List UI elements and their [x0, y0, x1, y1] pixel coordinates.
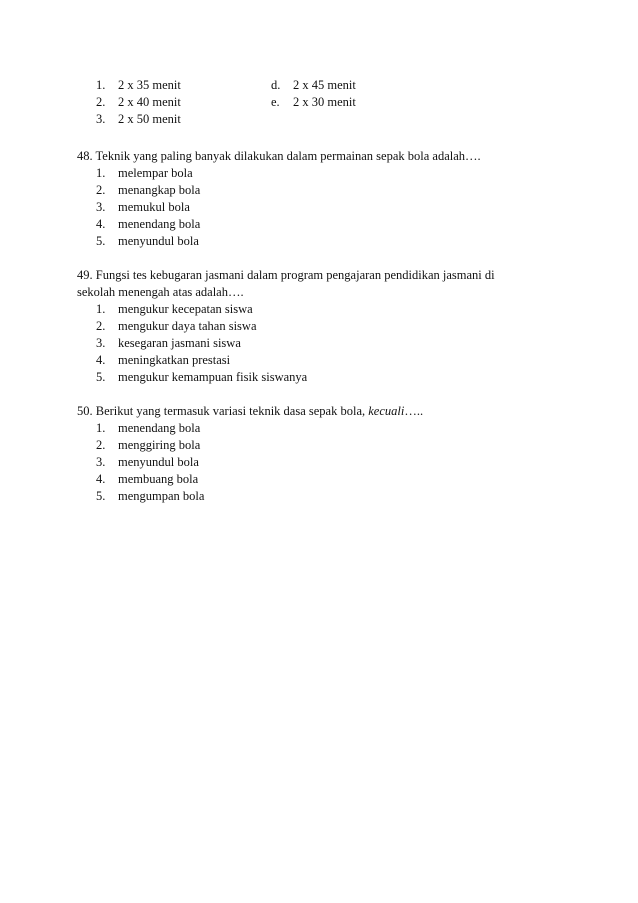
option-text: membuang bola — [118, 472, 199, 486]
option-number: 4. — [96, 472, 106, 486]
option-number: 5. — [96, 489, 106, 503]
option-item — [271, 78, 356, 93]
option-text: menyundul bola — [118, 234, 199, 248]
option-number: 3. — [96, 112, 106, 126]
option-number: 1. — [96, 166, 106, 180]
option-item — [96, 319, 257, 334]
question-text-ellipsis: ….. — [404, 404, 424, 418]
option-number: 2. — [96, 95, 106, 109]
option-item — [96, 421, 200, 436]
option-item — [96, 183, 200, 198]
question-text-line1: Fungsi tes kebugaran jasmani dalam program pengajaran pendidikan jasmani di — [95, 268, 495, 282]
option-item — [96, 489, 204, 504]
option-number: 1. — [96, 421, 106, 435]
option-letter: d. — [271, 78, 281, 92]
option-text: melempar bola — [118, 166, 193, 180]
option-text: 2 x 50 menit — [118, 112, 181, 126]
option-text: mengukur daya tahan siswa — [118, 319, 257, 333]
option-number: 2. — [96, 438, 106, 452]
option-item — [96, 200, 190, 215]
option-number: 5. — [96, 234, 106, 248]
option-letter: e. — [271, 95, 280, 109]
option-text: memukul bola — [118, 200, 190, 214]
option-item — [96, 302, 253, 317]
question-text-line2: sekolah menengah atas adalah…. — [77, 285, 244, 299]
option-item — [96, 78, 181, 93]
option-number: 5. — [96, 370, 106, 384]
option-item — [96, 112, 181, 127]
option-text: menggiring bola — [118, 438, 201, 452]
option-item — [96, 370, 307, 385]
question-49 — [77, 268, 495, 283]
option-item — [96, 336, 241, 351]
option-number: 4. — [96, 353, 106, 367]
option-text: 2 x 30 menit — [293, 95, 356, 109]
question-text: Teknik yang paling banyak dilakukan dalam permainan sepak bola adalah…. — [95, 149, 481, 163]
option-number: 2. — [96, 319, 106, 333]
option-text: mengukur kecepatan siswa — [118, 302, 253, 316]
option-item — [96, 217, 200, 232]
option-number: 3. — [96, 200, 106, 214]
option-item — [96, 166, 193, 181]
option-text: meningkatkan prestasi — [118, 353, 231, 367]
option-text: menyundul bola — [118, 455, 199, 469]
option-item — [96, 472, 198, 487]
option-text: kesegaran jasmani siswa — [118, 336, 241, 350]
option-number: 3. — [96, 336, 106, 350]
option-number: 2. — [96, 183, 106, 197]
option-text: mengukur kemampuan fisik siswanya — [118, 370, 308, 384]
option-text: 2 x 35 menit — [118, 78, 181, 92]
option-item — [96, 438, 200, 453]
option-text: menendang bola — [118, 217, 201, 231]
option-text: mengumpan bola — [118, 489, 205, 503]
option-text: menangkap bola — [118, 183, 201, 197]
option-text: menendang bola — [118, 421, 201, 435]
question-48 — [77, 149, 481, 164]
question-50 — [77, 404, 423, 419]
option-item — [96, 353, 230, 368]
question-49-continuation — [77, 285, 244, 300]
question-number: 48. — [77, 149, 93, 163]
option-text: 2 x 45 menit — [293, 78, 356, 92]
option-number: 4. — [96, 217, 106, 231]
question-text-emphasis: kecuali — [368, 404, 405, 418]
option-text: 2 x 40 menit — [118, 95, 181, 109]
option-item — [96, 234, 199, 249]
option-item — [96, 95, 181, 110]
option-number: 3. — [96, 455, 106, 469]
question-text: Berikut yang termasuk variasi teknik dasa sepak bola, — [95, 404, 366, 418]
option-item — [271, 95, 356, 110]
option-number: 1. — [96, 302, 106, 316]
question-number: 50. — [77, 404, 93, 418]
option-number: 1. — [96, 78, 106, 92]
option-item — [96, 455, 199, 470]
question-number: 49. — [77, 268, 93, 282]
